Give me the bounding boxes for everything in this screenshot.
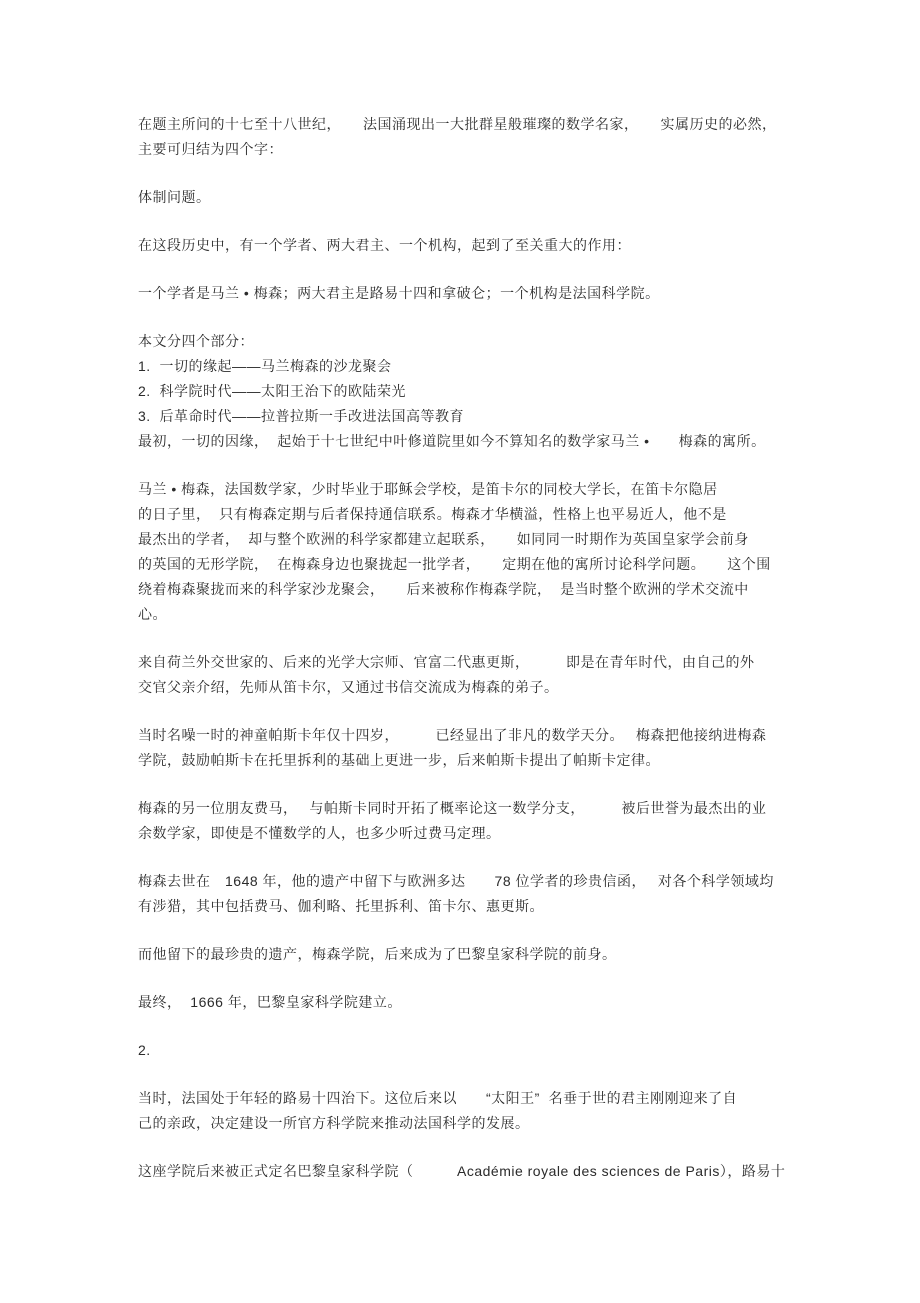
paragraph-huygens bbox=[138, 650, 806, 700]
text-line: 梅森的另一位朋友费马， 与帕斯卡同时开拓了概率论这一数学分支， 被后世誉为最杰出的业 bbox=[138, 800, 767, 816]
text-line: 体制问题。 bbox=[138, 189, 211, 205]
paragraph-four-word-answer bbox=[138, 185, 806, 210]
toc-item-3: 3. 后革命时代——拉普拉斯一手改进法国高等教育 bbox=[138, 408, 464, 424]
paragraph-pascal bbox=[138, 723, 806, 773]
text-line: 这座学院后来被正式定名巴黎皇家科学院（ Académie royale des sciences de Paris），路易十 bbox=[138, 1163, 786, 1179]
paragraph-academy-founded bbox=[138, 990, 806, 1015]
text-line: 马兰 • 梅森，法国数学家，少时毕业于耶稣会学校，是笛卡尔的同校大学长，在笛卡尔隐居 bbox=[138, 481, 718, 497]
text-line: 己的亲政，决定建设一所官方科学院来推动法国科学的发展。 bbox=[138, 1115, 530, 1131]
paragraph-table-of-contents bbox=[138, 329, 806, 454]
paragraph-academy-named bbox=[138, 1159, 806, 1184]
text-content bbox=[138, 112, 806, 1207]
text-line: 的英国的无形学院， 在梅森身边也聚拢起一批学者， 定期在他的寓所讨论科学问题。 这个围 bbox=[138, 556, 771, 572]
text-line: 一个学者是马兰 • 梅森；两大君主是路易十四和拿破仑；一个机构是法国科学院。 bbox=[138, 285, 660, 301]
paragraph-mersenne-death bbox=[138, 869, 806, 919]
text-line: 最初，一切的因缘， 起始于十七世纪中叶修道院里如今不算知名的数学家马兰 • 梅森的寓所。 bbox=[138, 433, 766, 449]
paragraph-actors-named bbox=[138, 281, 806, 306]
text-line: 最终， 1666 年，巴黎皇家科学院建立。 bbox=[138, 994, 402, 1010]
paragraph-key-actors bbox=[138, 233, 806, 258]
toc-item-2: 2. 科学院时代——太阳王治下的欧陆荣光 bbox=[138, 383, 406, 399]
text-line: 余数学家，即使是不懂数学的人，也多少听过费马定理。 bbox=[138, 825, 501, 841]
text-line: 有涉猎，其中包括费马、伽利略、托里拆利、笛卡尔、惠更斯。 bbox=[138, 898, 544, 914]
text-line: 在题主所问的十七至十八世纪， 法国涌现出一大批群星般璀璨的数学名家， 实属历史的必然， bbox=[138, 116, 777, 132]
text-line: 在这段历史中，有一个学者、两大君主、一个机构，起到了至关重大的作用： bbox=[138, 237, 631, 253]
text-line: 最杰出的学者， 却与整个欧洲的科学家都建立起联系， 如同同一时期作为英国皇家学会前身 bbox=[138, 531, 749, 547]
text-line: 的日子里， 只有梅森定期与后者保持通信联系。梅森才华横溢，性格上也平易近人，他不是 bbox=[138, 506, 727, 522]
section-heading-2 bbox=[138, 1038, 806, 1063]
toc-item-1: 1. 一切的缘起——马兰梅森的沙龙聚会 bbox=[138, 358, 392, 374]
paragraph-legacy bbox=[138, 942, 806, 967]
paragraph-fermat bbox=[138, 796, 806, 846]
text-line: 绕着梅森聚拢而来的科学家沙龙聚会， 后来被称作梅森学院， 是当时整个欧洲的学术交流中 bbox=[138, 581, 749, 597]
paragraph-mersenne-biography bbox=[138, 477, 806, 627]
text-line: 主要可归结为四个字： bbox=[138, 141, 283, 157]
section-number: 2. bbox=[138, 1042, 151, 1058]
text-line: 当时，法国处于年轻的路易十四治下。这位后来以 “太阳王” 名垂于世的君主刚刚迎来了自 bbox=[138, 1090, 738, 1106]
toc-title: 本文分四个部分： bbox=[138, 333, 254, 349]
text-line: 交官父亲介绍，先师从笛卡尔，又通过书信交流成为梅森的弟子。 bbox=[138, 679, 559, 695]
paragraph-louis-xiv bbox=[138, 1086, 806, 1136]
paragraph-intro bbox=[138, 112, 806, 162]
text-line: 当时名噪一时的神童帕斯卡年仅十四岁， 已经显出了非凡的数学天分。 梅森把他接纳进梅森 bbox=[138, 727, 767, 743]
text-line: 学院，鼓励帕斯卡在托里拆利的基础上更进一步，后来帕斯卡提出了帕斯卡定律。 bbox=[138, 752, 660, 768]
text-line: 梅森去世在 1648 年，他的遗产中留下与欧洲多达 78 位学者的珍贵信函， 对各个科学领域均 bbox=[138, 873, 774, 889]
text-line: 来自荷兰外交世家的、后来的光学大宗师、官富二代惠更斯， 即是在青年时代，由自己的外 bbox=[138, 654, 755, 670]
text-line: 而他留下的最珍贵的遗产，梅森学院，后来成为了巴黎皇家科学院的前身。 bbox=[138, 946, 617, 962]
text-line: 心。 bbox=[138, 606, 167, 622]
